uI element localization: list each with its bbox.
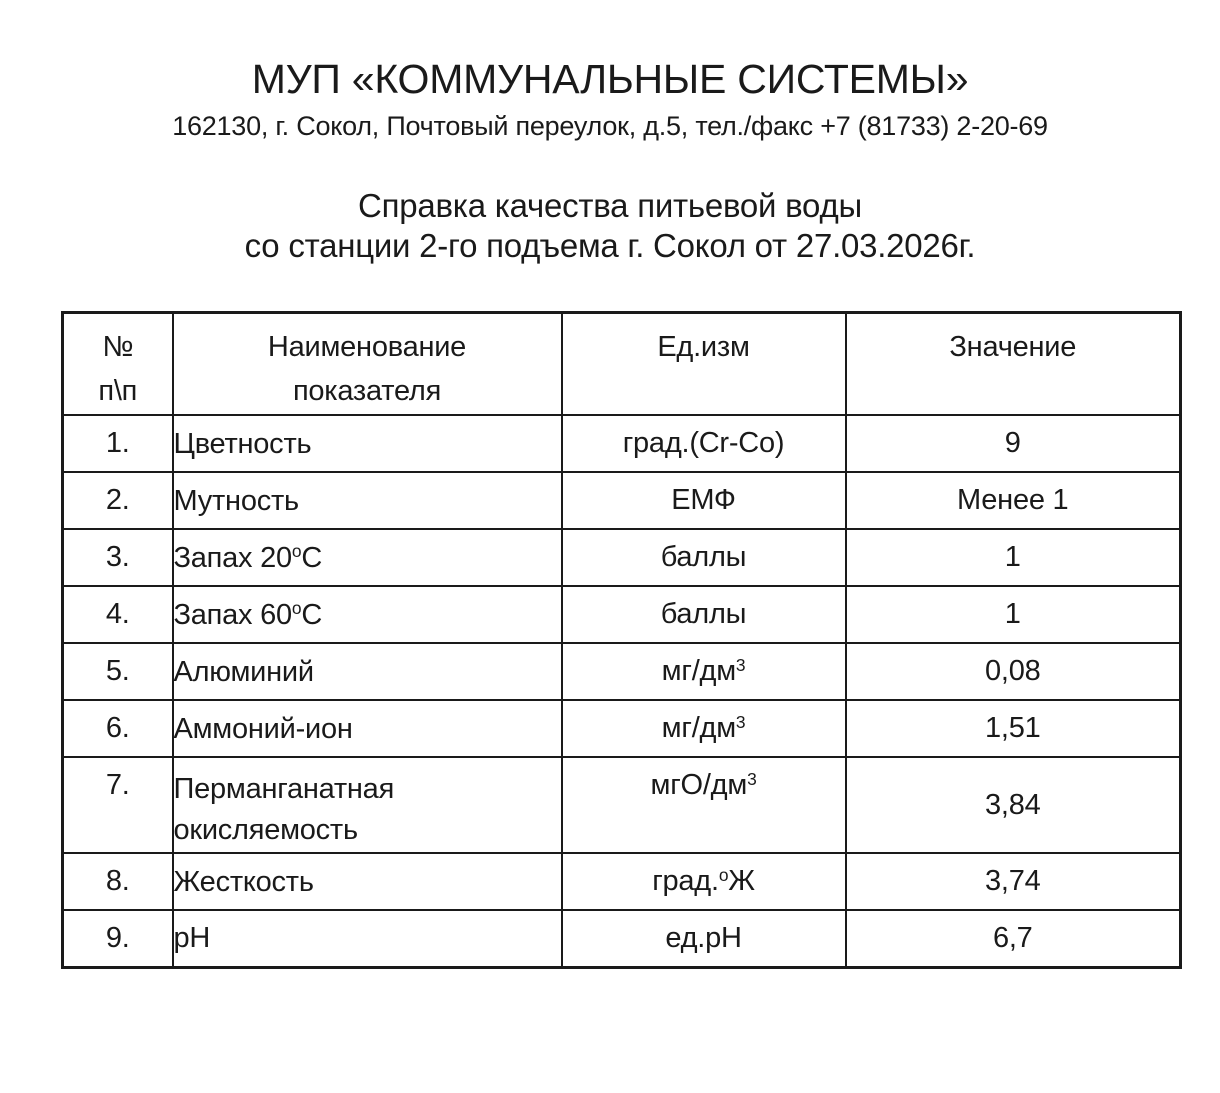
row-number-cell: 8. — [63, 853, 173, 910]
value-cell: 3,74 — [846, 853, 1181, 910]
row-number-cell: 1. — [63, 415, 173, 472]
indicator-name-cell: Мутность — [173, 472, 562, 529]
unit-cell: $мг/дм^3$ — [562, 700, 846, 757]
indicator-name-cell: Запах $60^оС$ — [173, 586, 562, 643]
table-row — [63, 700, 1181, 757]
column-header-number-line2: п\п — [98, 375, 138, 408]
doc-title-line1: Справка качества питьевой воды — [358, 187, 862, 224]
table-row — [63, 415, 1181, 472]
table-row — [63, 757, 1181, 853]
value-cell: 1 — [846, 529, 1181, 586]
document-page — [0, 56, 1220, 1093]
doc-title-line2: со станции 2-го подъема г. Сокол от 27.03.2026г. — [244, 227, 976, 265]
table-row — [63, 529, 1181, 586]
column-header-unit-line1: Ед.изм — [657, 330, 750, 363]
row-number-cell: 4. — [63, 586, 173, 643]
unit-cell: ед.рН — [562, 910, 846, 967]
table-row — [63, 853, 1181, 910]
row-number-cell: 6. — [63, 700, 173, 757]
table-row — [63, 910, 1181, 967]
column-header-value-line1: Значение — [949, 330, 1077, 363]
value-cell: 6,7 — [846, 910, 1181, 967]
row-number-cell: 3. — [63, 529, 173, 586]
value-cell: 1,51 — [846, 700, 1181, 757]
row-number-cell: 5. — [63, 643, 173, 700]
indicator-name-cell: Запах $20^оС$ — [173, 529, 562, 586]
indicator-name-cell: Аммоний-ион — [173, 700, 562, 757]
column-header-indicator-line2: показателя — [292, 375, 442, 408]
column-header-indicator-line1: Наименование — [267, 330, 467, 363]
table-row — [63, 643, 1181, 700]
column-header-indicator — [173, 312, 562, 415]
doc-title — [0, 186, 1220, 267]
indicator-name-cell: Алюминий — [173, 643, 562, 700]
indicator-name-cell: Перманганатная окисляемость — [173, 757, 562, 853]
column-header-value — [846, 312, 1181, 415]
unit-cell: $мг/дм^3$ — [562, 643, 846, 700]
column-header-unit — [562, 312, 846, 415]
row-number-cell: 2. — [63, 472, 173, 529]
row-number-cell: 9. — [63, 910, 173, 967]
unit-cell: град.(Cr-Co) — [562, 415, 846, 472]
unit-cell: баллы — [562, 529, 846, 586]
table-header-row — [63, 312, 1181, 415]
column-header-number — [63, 312, 173, 415]
indicator-name-cell: рН — [173, 910, 562, 967]
water-quality-table — [61, 311, 1182, 969]
value-cell: 1 — [846, 586, 1181, 643]
unit-cell: мгО/$дм^3$ — [562, 757, 846, 853]
unit-cell: град.$^о$Ж — [562, 853, 846, 910]
value-cell: 9 — [846, 415, 1181, 472]
table-row — [63, 586, 1181, 643]
org-address-line: 162130, г. Сокол, Почтовый переулок, д.5, тел./факс +7 (81733) 2-20-69 — [172, 111, 1048, 141]
unit-cell: ЕМФ — [562, 472, 846, 529]
row-number-cell: 7. — [63, 757, 173, 853]
column-header-number-line1: № — [102, 330, 134, 363]
value-cell: 0,08 — [846, 643, 1181, 700]
value-cell: 3,84 — [846, 757, 1181, 853]
org-name-title: МУП «КОММУНАЛЬНЫЕ СИСТЕМЫ» — [251, 56, 969, 102]
indicator-name-cell: Жесткость — [173, 853, 562, 910]
unit-cell: баллы — [562, 586, 846, 643]
value-cell: Менее 1 — [846, 472, 1181, 529]
table-row — [63, 472, 1181, 529]
indicator-name-cell: Цветность — [173, 415, 562, 472]
